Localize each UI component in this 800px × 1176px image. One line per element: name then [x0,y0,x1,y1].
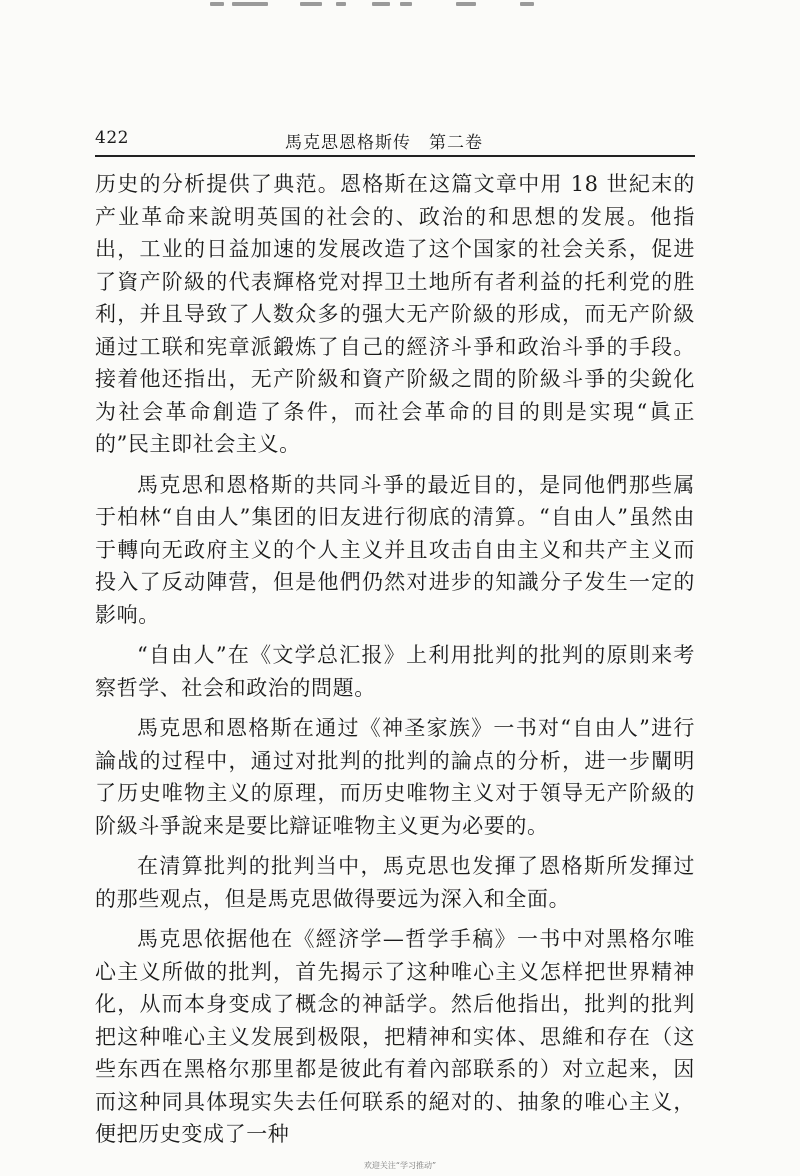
body-text [95,168,695,1159]
page-number: 422 [95,128,129,148]
footer-note: 欢迎关注“学习推动” [363,1161,437,1170]
paragraph-6: 馬克思依据他在《經济学—哲学手稿》一书中对黑格尔唯心主义所做的批判，首先揭示了这种唯心主义怎样把世界精神化，从而本身变成了概念的神話学。然后他指出，批判的批判把这种唯心主义发展到极限，把精神和实体、思維和存在（这些东西在黑格尔那里都是彼此有着內部联系的）对立起来，因而这种同具体現实失去任何联系的絕对的、抽象的唯心主义，便把历史变成了一种 [95,927,695,1146]
paragraph-2: 馬克思和恩格斯的共同斗爭的最近目的，是同他們那些属于柏林“自由人”集团的旧友进行彻底的清算。“自由人”虽然由于轉向无政府主义的个人主义并且攻击自由主义和共产主义而投入了反动陣营，但是他們仍然对进步的知識分子发生一定的影响。 [95,472,695,627]
paragraph-1: 历史的分析提供了典范。恩格斯在这篇文章中用 18 世紀末的产业革命来說明英国的社会的、政治的和思想的发展。他指出，工业的日益加速的发展改造了这个国家的社会关系，促进了資产阶級的代表輝格党对捍卫土地所有者利益的托利党的胜利，并且导致了人数众多的强大无产阶級的形成，而无产阶級通过工联和宪章派鍛炼了自己的經济斗爭和政治斗爭的手段。接着他还指出，无产阶級和資产阶級之間的阶級斗爭的尖銳化为社会革命創造了条件，而社会革命的目的則是实現“眞正的”民主即社会主义。 [95,172,695,456]
paragraph-4: 馬克思和恩格斯在通过《神圣家族》一书对“自由人”进行論战的过程中，通过对批判的批判的論点的分析，进一步闡明了历史唯物主义的原理，而历史唯物主义对于領导无产阶級的阶級斗爭說来是要比辯证唯物主义更为必要的。 [95,716,695,838]
scan-edge-marks [0,0,800,20]
paragraph-3: “自由人”在《文学总汇报》上利用批判的批判的原則来考察哲学、社会和政治的問題。 [95,643,695,700]
page-header [95,128,695,154]
running-title: 馬克思恩格斯传 第二卷 [285,133,483,153]
paragraph-5: 在清算批判的批判当中，馬克思也发揮了恩格斯所发揮过的那些观点，但是馬克思做得要远为深入和全面。 [95,854,695,911]
header-rule [95,155,695,157]
